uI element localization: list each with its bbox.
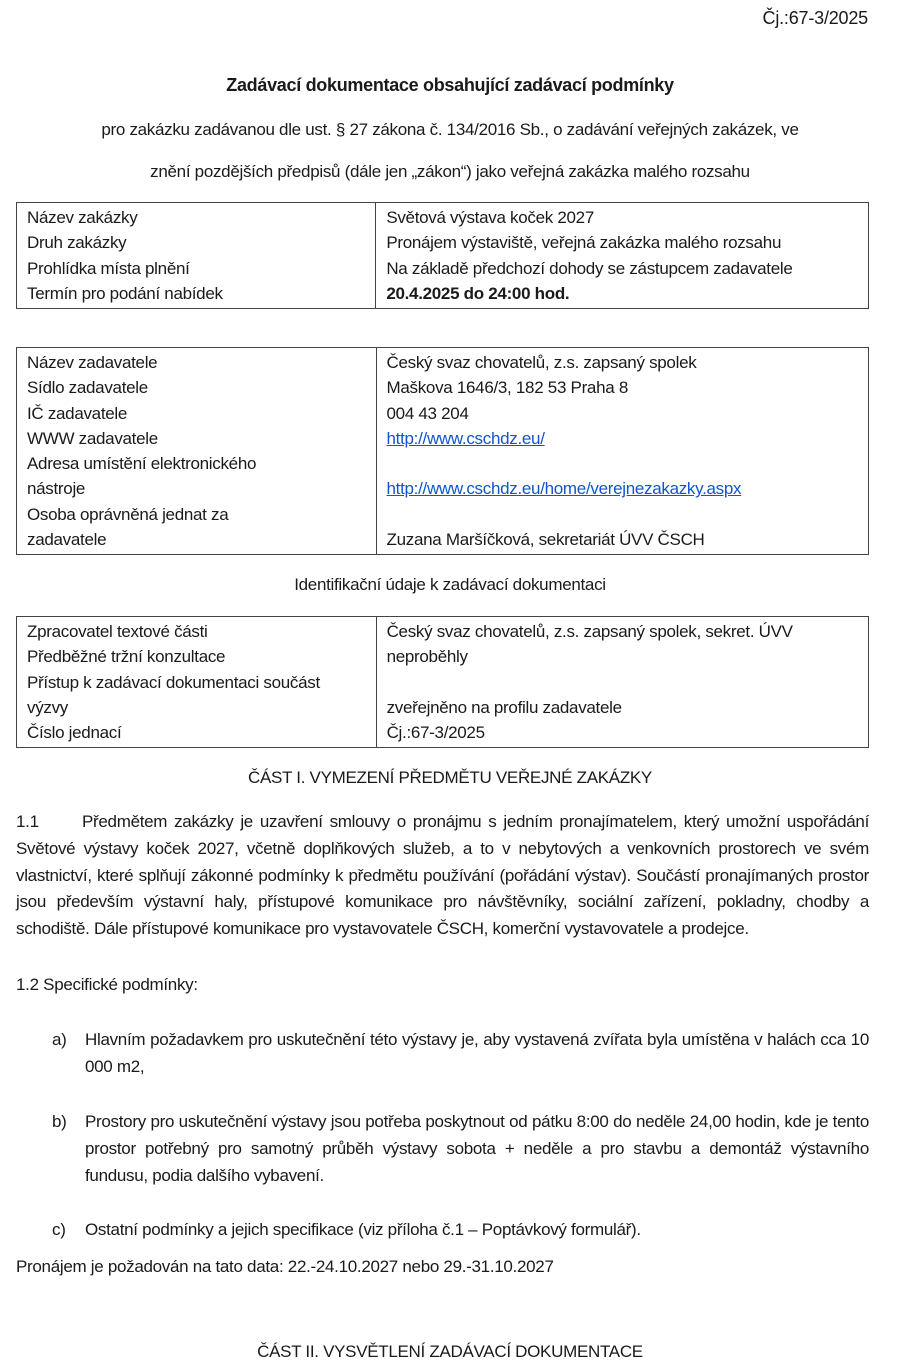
label-reference-number: Číslo jednací	[27, 723, 122, 743]
label-electronic-tool-line1: Adresa umístění elektronického	[27, 454, 257, 474]
part2-heading: ČÁST II. VYSVĚTLENÍ ZADÁVACÍ DOKUMENTACE	[257, 1342, 643, 1361]
value-authorized-person: Zuzana Maršíčková, sekretariát ÚVV ČSCH	[386, 530, 705, 550]
condition-item-b-text: Prostory pro uskutečnění výstavy jsou potřeba poskytnout od pátku 8:00 do neděle 24,00 hodin, kde je tento prostor potřebný pro samotný průběh výstavy sobota + neděle a pro stavbu a demontáž výstavního fundusu, podia dalšího vybavení.	[85, 1112, 869, 1185]
value-site-inspection: Na základě předchozí dohody se zástupcem zadavatele	[386, 258, 793, 278]
document-title: Zadávací dokumentace obsahující zadávací podmínky	[226, 75, 674, 95]
label-text-author: Zpracovatel textové části	[27, 622, 208, 641]
label-doc-access-line2: výzvy	[27, 697, 69, 717]
label-authorized-person-line1: Osoba oprávněná jednat za	[27, 504, 229, 524]
value-contract-type: Pronájem výstaviště, veřejná zakázka malého rozsahu	[386, 233, 782, 253]
condition-item-a-text: Hlavním požadavkem pro uskutečnění této výstavy je, aby vystavená zvířata byla umístěna v halách cca 10 000 m2,	[85, 1030, 869, 1076]
label-authorized-person-line2: zadavatele	[27, 530, 107, 550]
value-authorized-person-spacer	[387, 502, 858, 527]
value-market-consultation: neproběhly	[386, 647, 468, 667]
value-doc-access: zveřejněno na profilu zadavatele	[386, 697, 622, 717]
identification-table	[16, 616, 869, 748]
contract-labels-cell	[17, 203, 376, 309]
value-contract-name: Světová výstava koček 2027	[386, 208, 594, 227]
reference-number: Čj.:67-3/2025	[762, 8, 868, 28]
condition-item-c-text: Ostatní podmínky a jejich specifikace (viz příloha č.1 – Poptávkový formulář).	[85, 1220, 641, 1239]
value-electronic-tool-spacer	[387, 451, 858, 476]
label-site-inspection: Prohlídka místa plnění	[27, 258, 190, 278]
identification-labels-cell	[17, 617, 377, 748]
paragraph-1-1-text: Předmětem zakázky je uzavření smlouvy o pronájmu s jedním pronajímatelem, který umožní uspořádání Světové výstavy koček 2027, včetně doplňkových služeb, a to v nebytových a venkovních prostorech ve svém vlastnictví, které splňují zákonné podmínky k předmětu používání (pořádání výstav). Součástí pronajímaných prostor jsou především výstavní haly, přístupové komunikace pro návštěvníky, sociální zařízení, pokladny, chodby a schodiště. Dále přístupové komunikace pro vystavovatele ČSCH, komerční vystavovatele a prodejce.	[16, 812, 869, 939]
paragraph-1-1-number: 1.1	[16, 812, 39, 831]
authority-website-link[interactable]: http://www.cschdz.eu/	[386, 428, 545, 448]
value-bid-deadline: 20.4.2025 do 24:00 hod.	[386, 283, 570, 303]
contract-info-table	[16, 202, 869, 309]
label-authority-name: Název zadavatele	[27, 353, 158, 372]
value-authority-id: 004 43 204	[386, 403, 469, 423]
condition-item-a-marker: a)	[52, 1030, 67, 1049]
label-bid-deadline: Termín pro podání nabídek	[27, 283, 223, 303]
condition-item-b	[52, 1109, 869, 1189]
label-contract-type: Druh zakázky	[27, 233, 127, 253]
authority-labels-cell	[17, 348, 377, 555]
contract-values-cell	[376, 203, 869, 309]
label-market-consultation: Předběžné tržní konzultace	[27, 647, 226, 667]
authority-values-cell	[376, 348, 868, 555]
label-doc-access-line1: Přístup k zadávací dokumentaci součást	[27, 672, 320, 692]
document-subtitle-line2: znění pozdějších předpisů (dále jen „zákon“) jako veřejná zakázka malého rozsahu	[150, 162, 750, 181]
value-doc-access-spacer	[387, 670, 858, 695]
value-authority-seat: Maškova 1646/3, 182 53 Praha 8	[386, 378, 628, 398]
paragraph-1-1	[16, 809, 869, 943]
label-contract-name: Název zakázky	[27, 208, 138, 227]
paragraph-1-2-heading: 1.2 Specifické podmínky:	[16, 975, 198, 994]
condition-item-b-marker: b)	[52, 1112, 67, 1131]
identification-heading: Identifikační údaje k zadávací dokumentaci	[294, 575, 606, 594]
value-authority-name: Český svaz chovatelů, z.s. zapsaný spolek	[386, 353, 697, 372]
label-authority-www: WWW zadavatele	[27, 428, 158, 448]
identification-values-cell	[376, 617, 868, 748]
label-authority-seat: Sídlo zadavatele	[27, 378, 148, 398]
condition-item-c-marker: c)	[52, 1220, 66, 1239]
document-subtitle-line1: pro zakázku zadávanou dle ust. § 27 zákona č. 134/2016 Sb., o zadávání veřejných zakázek, ve	[101, 120, 799, 139]
value-text-author: Český svaz chovatelů, z.s. zapsaný spolek, sekret. ÚVV	[386, 622, 793, 641]
part1-heading: ČÁST I. VYMEZENÍ PŘEDMĚTU VEŘEJNÉ ZAKÁZKY	[248, 768, 652, 787]
condition-item-c	[52, 1217, 869, 1244]
label-authority-id: IČ zadavatele	[27, 403, 128, 423]
contracting-authority-table	[16, 347, 869, 555]
label-electronic-tool-line2: nástroje	[27, 479, 86, 499]
condition-item-a	[52, 1027, 869, 1081]
rental-dates: Pronájem je požadován na tato data: 22.-24.10.2027 nebo 29.-31.10.2027	[16, 1257, 554, 1276]
value-reference-number: Čj.:67-3/2025	[386, 723, 485, 743]
electronic-tool-link[interactable]: http://www.cschdz.eu/home/verejnezakazky.aspx	[386, 479, 742, 499]
